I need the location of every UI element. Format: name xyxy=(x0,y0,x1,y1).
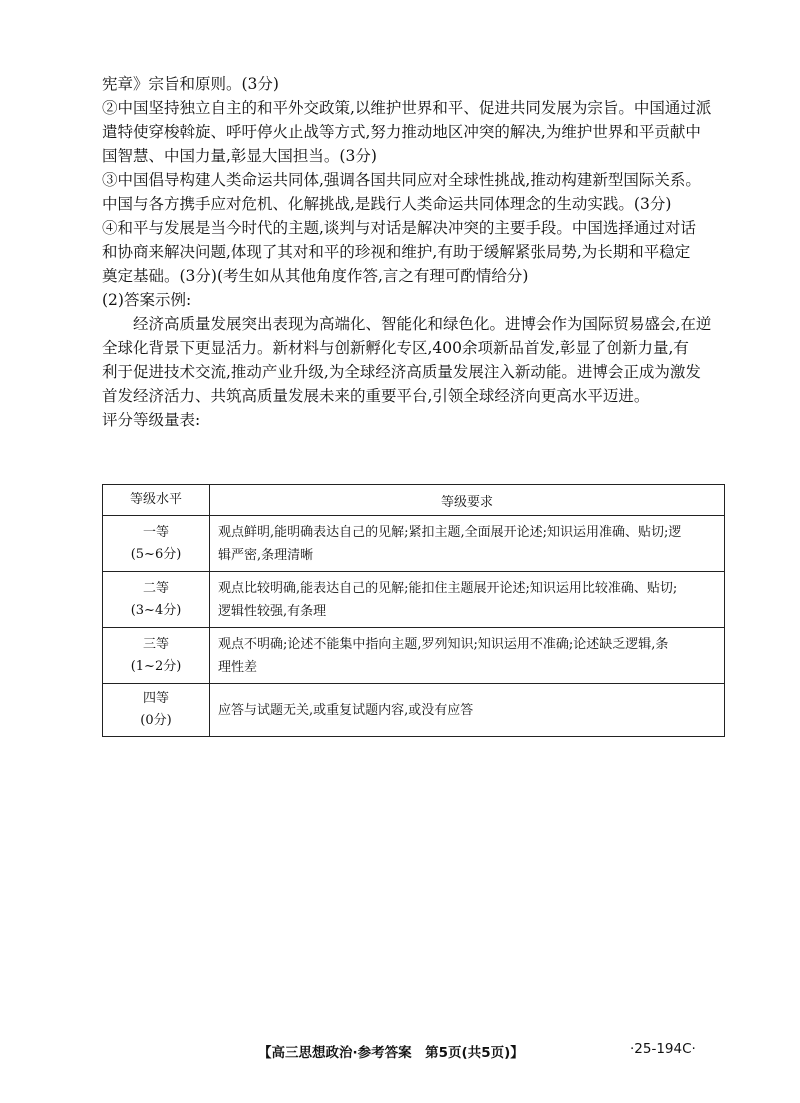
level-score: (1~2分) xyxy=(130,658,182,674)
level-name: 二等 xyxy=(142,580,169,596)
grading-table xyxy=(102,484,725,737)
footer-page-info: 【高三思想政治·参考答案 第5页(共5页)】 xyxy=(258,1045,524,1061)
requirement-line: 辑严密,条理清晰 xyxy=(218,547,314,563)
level-name: 三等 xyxy=(142,636,169,652)
requirement-line: 观点不明确;论述不能集中指向主题,罗列知识;知识运用不准确;论述缺乏逻辑,条 xyxy=(218,636,669,652)
table-row xyxy=(103,572,725,628)
table-header-row xyxy=(103,485,725,516)
text-line: 和协商来解决问题,体现了其对和平的珍视和维护,有助于缓解紧张局势,为长期和平稳定 xyxy=(102,243,691,261)
header-requirement: 等级要求 xyxy=(210,485,725,516)
paragraph-6 xyxy=(102,312,727,408)
level-name: 四等 xyxy=(142,691,169,706)
level-cell xyxy=(103,516,210,572)
text-line: 国智慧、中国力量,彰显大国担当。(3分) xyxy=(102,147,377,165)
paragraph-4 xyxy=(102,216,727,288)
requirement-line: 观点鲜明,能明确表达自己的见解;紧扣主题,全面展开论述;知识运用准确、贴切;逻 xyxy=(218,524,682,540)
text-line: 首发经济活力、共筑高质量发展未来的重要平台,引领全球经济向更高水平迈进。 xyxy=(102,387,650,405)
paragraph-1 xyxy=(102,72,727,96)
page-footer xyxy=(0,1041,800,1065)
text-line: (2)答案示例: xyxy=(102,291,192,309)
level-score: (5~6分) xyxy=(130,546,182,562)
text-line: ④和平与发展是当今时代的主题,谈判与对话是解决冲突的主要手段。中国选择通过对话 xyxy=(102,219,696,237)
paragraph-7 xyxy=(102,408,727,432)
requirement-line: 理性差 xyxy=(218,659,258,675)
table-row xyxy=(103,516,725,572)
paragraph-3 xyxy=(102,168,727,216)
level-name: 一等 xyxy=(142,524,169,540)
text-line: 中国与各方携手应对危机、化解挑战,是践行人类命运共同体理念的生动实践。(3分) xyxy=(102,195,672,213)
answer-body xyxy=(102,72,727,432)
paragraph-5 xyxy=(102,288,727,312)
text-line: 遣特使穿梭斡旋、呼吁停火止战等方式,努力推动地区冲突的解决,为维护世界和平贡献中 xyxy=(102,123,701,141)
requirement-cell xyxy=(210,572,725,628)
paragraph-2 xyxy=(102,96,727,168)
requirement-line: 逻辑性较强,有条理 xyxy=(218,603,327,619)
text-line: 评分等级量表: xyxy=(102,411,201,429)
level-cell xyxy=(103,684,210,737)
table-row xyxy=(103,684,725,737)
requirement-line: 观点比较明确,能表达自己的见解;能扣住主题展开论述;知识运用比较准确、贴切; xyxy=(218,580,678,596)
level-score: (0分) xyxy=(140,713,172,728)
level-cell xyxy=(103,628,210,684)
requirement-cell xyxy=(210,684,725,737)
text-line: ③中国倡导构建人类命运共同体,强调各国共同应对全球性挑战,推动构建新型国际关系。 xyxy=(102,171,701,189)
table-row xyxy=(103,628,725,684)
header-level: 等级水平 xyxy=(103,485,210,516)
requirement-line: 应答与试题无关,或重复试题内容,或没有应答 xyxy=(218,702,474,718)
requirement-cell xyxy=(210,628,725,684)
footer-code: ·25-194C· xyxy=(630,1041,696,1057)
level-score: (3~4分) xyxy=(130,602,182,618)
text-line: 奠定基础。(3分)(考生如从其他角度作答,言之有理可酌情给分) xyxy=(102,267,529,285)
text-line: 全球化背景下更显活力。新材料与创新孵化专区,400余项新品首发,彰显了创新力量,有 xyxy=(102,339,689,357)
text-line: ②中国坚持独立自主的和平外交政策,以维护世界和平、促进共同发展为宗旨。中国通过派 xyxy=(102,99,712,117)
text-line: 利于促进技术交流,推动产业升级,为全球经济高质量发展注入新动能。进博会正成为激发 xyxy=(102,363,701,381)
requirement-cell xyxy=(210,516,725,572)
text-line: 宪章》宗旨和原则。(3分) xyxy=(102,75,279,93)
level-cell xyxy=(103,572,210,628)
text-line: 经济高质量发展突出表现为高端化、智能化和绿色化。进博会作为国际贸易盛会,在逆 xyxy=(133,315,712,333)
